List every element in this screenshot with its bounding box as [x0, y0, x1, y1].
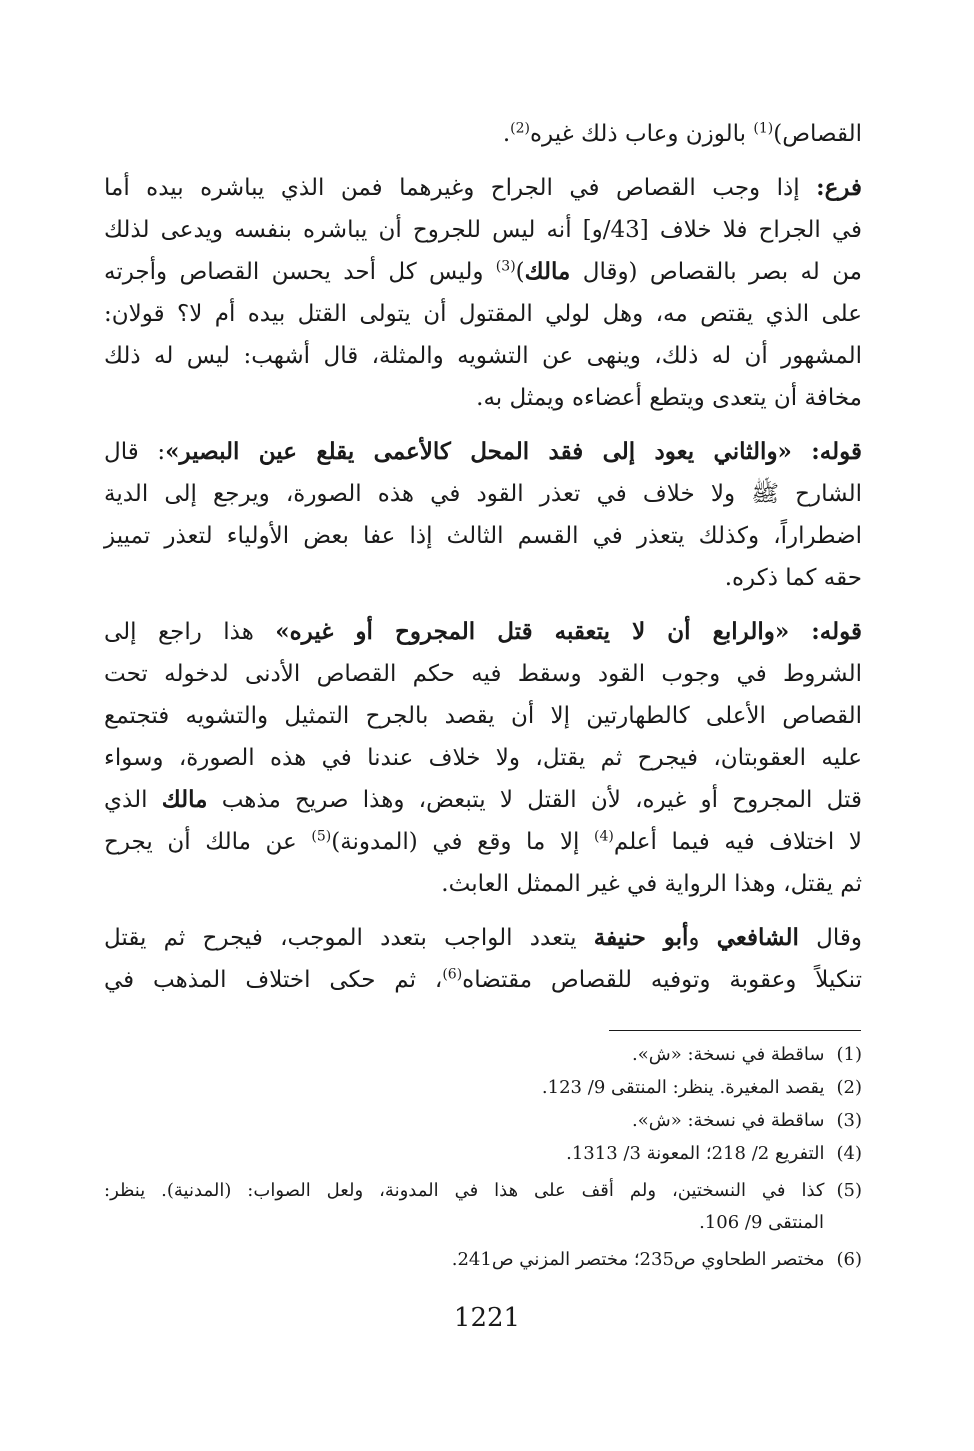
footnote-text: كذا في النسختين، ولم أقف على هذا في المدونة، ولعل الصواب: (المدنية). ينظر: [104, 1180, 825, 1201]
text-line: في الجراح فلا خلاف [43/و] أنه ليس للجروح أن يباشره بنفسه ويدعى لذلك [104, 217, 862, 243]
footnote-separator [609, 1030, 861, 1031]
footnote-number: (3) [836, 1110, 862, 1131]
footnote-text: يقصد المغيرة. ينظر: المنتقى 9/ 123. [541, 1077, 825, 1098]
footnote-text: مختصر الطحاوي ص235؛ مختصر المزني ص241. [451, 1249, 825, 1270]
footnote [566, 1139, 862, 1169]
footnote [632, 1040, 862, 1070]
text-run: . [502, 121, 511, 147]
text-run: إذا وجب القصاص في الجراح وغيرهما فمن الذي يباشره بيده أما [104, 175, 817, 201]
section-label: فرع: [816, 174, 862, 201]
footnote-number: (2) [836, 1077, 862, 1098]
text-line: مخافة أن يتعدى ويتطع أعضاءه ويمثل به. [476, 385, 862, 411]
text-line [104, 918, 862, 958]
text-run: القصاص) [773, 121, 862, 147]
text-run: و [688, 925, 717, 951]
footnote [542, 1073, 862, 1103]
text-run: هذا راجع إلى [104, 619, 276, 645]
footnote-continuation: المنتقى 9/ 106. [699, 1212, 824, 1233]
text-run: من له بصر بالقصاص (وقال [570, 259, 862, 285]
footnote-ref: (6) [442, 966, 463, 983]
section-label: قوله: [791, 438, 862, 465]
text-line: حقه كما ذكره. [724, 565, 862, 591]
text-run: بالوزن وعاب ذلك غيره [530, 121, 754, 147]
footnote-text: ساقطة في نسخة: «ش». [632, 1110, 825, 1131]
text-line [104, 432, 862, 472]
text-line [104, 612, 862, 652]
bold-name: مالك [524, 258, 571, 285]
text-line [104, 780, 862, 820]
text-line: الشروط في وجوب القود وسقط فيه حكم القصاص الأدنى لدخوله تحت [104, 661, 862, 687]
quoted-text: «والثاني يعود إلى فقد المحل كالأعمى يقلع عين البصير» [165, 438, 792, 465]
text-run: وليس كل أحد يحسن القصاص وأجرته [104, 259, 496, 285]
text-run: لا اختلاف فيه فيما أعلم [613, 829, 862, 855]
footnote-ref: (5) [311, 828, 332, 845]
text-run: إلا ما وقع في (المدونة) [331, 829, 595, 855]
footnote-ref: (3) [495, 258, 516, 275]
text-line [104, 960, 862, 1000]
text-run: عن مالك أن يجرح [104, 829, 312, 855]
footnote [632, 1106, 862, 1136]
text-line: المشهور أن له ذلك، وينهى عن التشويه والمثلة، قال أشهب: ليس له ذلك [104, 343, 862, 369]
text-run: قتل المجروح أو غيره، لأن القتل لا يتبعض، وهذا صريح مذهب [207, 787, 862, 813]
text-line: ثم يقتل، وهذا الرواية في غير الممثل العابث. [441, 871, 862, 897]
text-run: : قال [104, 439, 166, 465]
page-number: 1221 [453, 1303, 521, 1333]
text-line [503, 114, 862, 154]
text-line: القصاص الأعلى كالطهارتين إلا أن يقصد بالجرح التمثيل والتشويه فتجتمع [104, 703, 862, 729]
text-line: عليه العقوبتان، فيجرح ثم يقتل، ولا خلاف عندنا في هذه الصورة، وسواء [104, 745, 862, 771]
text-run: ، ثم حكى اختلاف المذهب في [104, 967, 443, 993]
footnote-text: التفريع 2/ 218؛ المعونة 3/ 1313. [566, 1143, 825, 1164]
footnote-number: (1) [836, 1044, 862, 1065]
text-run: وقال [798, 925, 862, 951]
text-line [104, 252, 862, 292]
footnote-number: (5) [836, 1180, 862, 1201]
footnote-text: ساقطة في نسخة: «ش». [632, 1044, 825, 1065]
text-line: اضطراراً، وكذلك يتعذر في القسم الثالث إذا عفا بعض الأولياء لتعذر تمييز [104, 523, 862, 549]
text-line [104, 168, 862, 208]
footnote [104, 1176, 862, 1206]
footnote-ref: (1) [753, 120, 774, 137]
quoted-text: «والرابع أن لا يتعقبه قتل المجروح أو غيره» [275, 618, 790, 645]
footnote [452, 1245, 862, 1275]
text-run: يتعدد الواجب بتعدد الموجب، فيجرح ثم يقتل [104, 925, 594, 951]
footnote-number: (6) [836, 1249, 862, 1270]
bold-name: الشافعي [716, 924, 799, 951]
footnote-ref: (2) [510, 120, 530, 137]
text-line [104, 822, 862, 862]
bold-name: مالك [161, 786, 208, 813]
footnote-ref: (4) [594, 828, 614, 845]
text-line: الشارح ﷺ ولا خلاف في تعذر القود في هذه الصورة، ويرجع إلى الدية [104, 481, 862, 507]
bold-name: أبو حنيفة [593, 924, 689, 951]
footnote-number: (4) [836, 1143, 862, 1164]
text-line: على الذي يقتص مه، وهل لولي المقتول أن يتولى القتل بيده أم لا؟ قولان: [104, 301, 862, 327]
section-label: قوله: [789, 618, 862, 645]
text-run: الذي [104, 787, 162, 813]
text-run: تنكيلاً وعقوبة وتوفيه للقصاص مقتضاه [462, 967, 862, 993]
text-run: ) [515, 259, 525, 285]
